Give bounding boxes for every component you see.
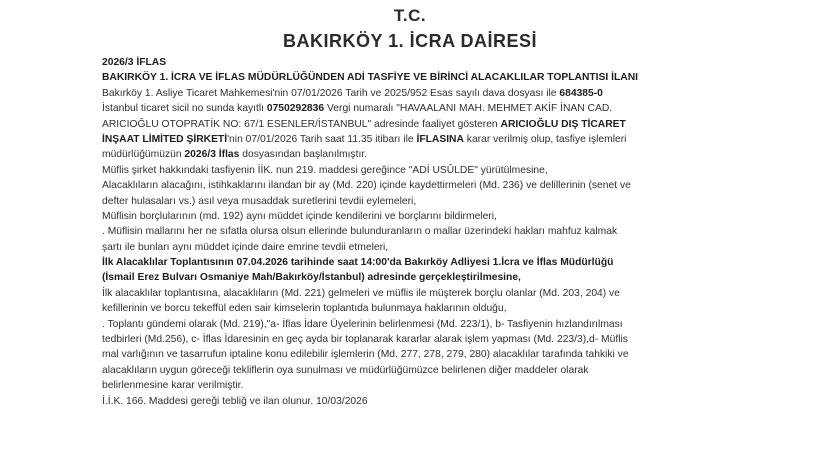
text-line: İNŞAAT LİMİTED ŞİRKETİ'nin 07/01/2026 Tarih saat 11.35 itibarı ile İFLASINA karar verilmiş olup, tasfiye işlemleri (102, 133, 627, 145)
text-line: alacaklıların uygun göreceği tekliflerin oya sunulması ve müdürlüğümüzce belirlenen diğer maddeler olarak (102, 364, 589, 376)
text-line: şartı ile bunları aynı müddet içinde daire emrine tevdii etmeleri, (102, 241, 389, 253)
text-line: kefillerinin ve borcu tekeffül eden sair kimselerin toplantıda bulunmaya haklarının olduğu, (102, 303, 507, 315)
file-number: 2026/3 İFLAS (102, 57, 167, 68)
text-line: defter hulasaları vs.) asıl veya musaddak suretlerini tevdii eylemeleri, (102, 195, 417, 207)
text-line: Müflisin borçlularının (md. 192) aynı müddet içinde kendilerini ve borçlarını bildirmeleri, (102, 210, 497, 222)
text-line: İstanbul ticaret sicil no sunda kayıtlı 0750292836 Vergi numaralı "HAVAALANI MAH. MEHMET AKİF İNAN CAD. (102, 103, 613, 115)
text-line: tedbirleri (Md.256), c- İflas İdaresinin en geç ayda bir toplanarak kararlar alarak işlem yapması (Md. 223/3),d- Müflis (102, 334, 628, 346)
text-line: müdürlüğümüzün 2026/3 İflas dosyasından başlanılmıştır. (102, 149, 368, 161)
text-line: Müflis şirket hakkındaki tasfiyenin İİK. nun 219. maddesi gereğince "ADİ USÛLDE" yürütülmesine, (102, 164, 548, 176)
notice-body (102, 55, 802, 409)
text-line: . Müflisin mallarını her ne sıfatla olursa olsun ellerinde bulunduranların o mallar üzerindeki hakları mahfuz kalmak (102, 226, 618, 238)
notice-footer: İ.İ.K. 166. Maddesi gereği tebliğ ve ilan olunur. 10/03/2026 (102, 395, 368, 407)
text-line: İlk alacaklılar toplantısına, alacaklıların (Md. 221) gelmeleri ve müflis ile müşterek borçlu olanlar (Md. 203, 204) ve (102, 287, 620, 299)
company-name-cont: İNŞAAT LİMİTED ŞİRKETİ (102, 133, 228, 145)
text-line: belirlenmesine karar verilmiştir. (102, 380, 244, 392)
trade-registry-number: 684385-0 (559, 87, 603, 99)
text-line: mal varlığının ve tasarrufun iptaline konu edilebilir işlemlerin (Md. 277, 278, 279, 280) alacaklılar tarafında tahkiki ve (102, 349, 629, 361)
file-ref: 2026/3 İflas (184, 149, 240, 161)
meeting-info-line: İlk Alacaklılar Toplantısının 07.04.2026 tarihinde saat 14:00'da Bakırköy Adliyesi 1.İcra ve İflas Müdürlüğü (102, 257, 614, 269)
tax-number: 0750292836 (266, 103, 325, 115)
company-name: ARICIOĞLU DIŞ TİCARET (500, 118, 626, 130)
text-line: Bakırköy 1. Asliye Ticaret Mahkemesi'nin 07/01/2026 Tarih ve 2025/952 Esas sayılı dava dosyası ile 684385-0 (102, 87, 603, 99)
notice-title: BAKIRKÖY 1. İCRA VE İFLAS MÜDÜRLÜĞÜNDEN ADİ TASFİYE VE BİRİNCİ ALACAKLILAR TOPLANTISI İLANI (102, 72, 639, 84)
text-line: Alacaklıların alacağını, istihkaklarını ilandan bir ay (Md. 220) içinde kaydettirmeleri (Md. 236) ve delillerinin (senet ve (102, 180, 631, 192)
text-line: . Toplantı gündemi olarak (Md. 219),"a- İflas İdare Üyelerinin belirlenmesi (Md. 223/1), b- Tasfiyenin hızlandırılması (102, 318, 623, 330)
header-office-name: BAKIRKÖY 1. İCRA DAİRESİ (282, 31, 538, 51)
header-tc: T.C. (393, 6, 427, 25)
meeting-address-line: (İsmail Erez Bulvarı Osmaniye Mah/Bakırköy/İstanbul) adresinde gerçekleştirilmesine, (102, 272, 521, 284)
bankruptcy-label: İFLASINA (416, 133, 464, 145)
text-line: ARICIOĞLU OTOPRATİK NO: 67/1 ESENLER/İSTANBUL" adresinde faaliyet gösteren ARICIOĞLU DIŞ TİCARET (102, 118, 626, 130)
